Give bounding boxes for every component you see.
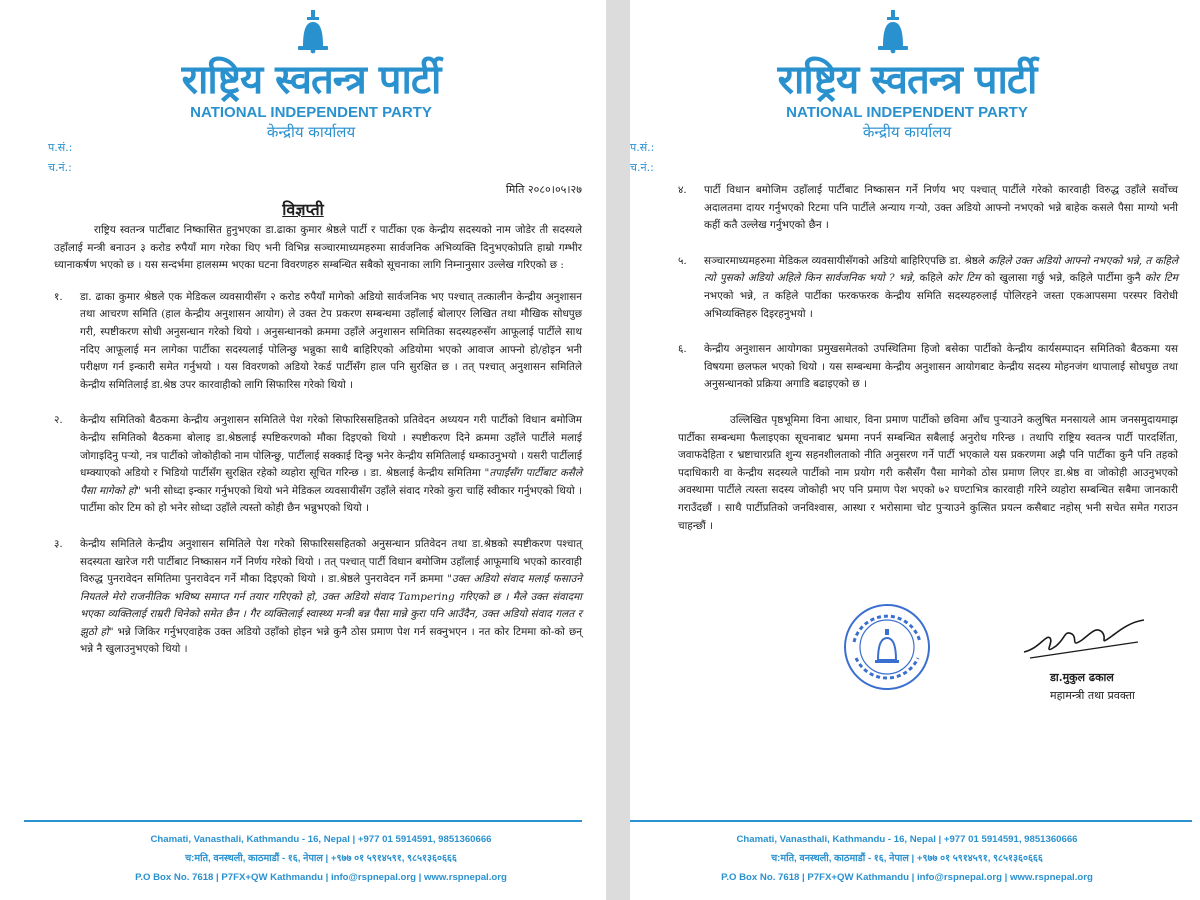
- point-quote: "उक्त अडियो संवाद मलाई फसाउने नियतले मेरो राजनीतिक भविष्य समाप्त गर्न तयार गरिएको हो, उक्त अडियो संवाद Tampering गरिएको छ । मैले उक्त संवादमा भएका व्यक्तिलाई राम्ररी चिनेको समेत छैन । गैर व्यक्तिलाई स्वास्थ्य मन्त्री बन्न पैसा मान्ने कुरा पनि आउँदैन, उक्त अडियो संवाद गलत र झुठो हो": [80, 573, 582, 638]
- notice-body-part-1: [54, 222, 582, 677]
- point-text-part: कहिले: [915, 272, 948, 285]
- dispatch-number-label: च.नं.:: [48, 161, 72, 174]
- notice-point-1: [54, 289, 582, 395]
- footer-divider: [24, 820, 582, 822]
- footer-contact: P.O Box No. 7618 | P7FX+QW Kathmandu | info@rspnepal.org | www.rspnepal.org: [135, 872, 507, 883]
- point-text: पार्टी विधान बमोजिम उहाँलाई पार्टीबाट निष्कासन गर्ने निर्णय भए पश्चात् पार्टीले गरेको कारवाही विरुद्ध उहाँले सर्वोच्च अदालतमा दायर गर्नुभएको रिटमा पनि पार्टीले अन्याय गऱ्यो, उक्त अडियो आफ्नो नभएको भन्ने बाहेक कसले पैसा माग्यो भनी कहीं कतै उल्लेख गर्नुभएको छैन ।: [704, 184, 1178, 232]
- point-text-part: नभएको भन्ने, त कहिले पार्टीका फरकफरक केन्द्रीय समिति सदस्यहरुलाई पोलिरहने जस्ता एकआपसमा परस्पर विरोधी अभिव्यक्तिहरु दिइरहनुभयो ।: [704, 289, 1178, 320]
- reference-fields: [48, 138, 72, 178]
- footer-address-english: Chamati, Vanasthali, Kathmandu - 16, Nepal | +977 01 5914591, 9851360666: [150, 834, 492, 845]
- notice-page-2: [630, 0, 1200, 900]
- party-name-english: NATIONAL INDEPENDENT PARTY: [190, 104, 432, 121]
- point-text: [80, 412, 582, 518]
- point-quote: कहिले उक्त अडियो आफ्नो नभएको भन्ने, त कहिले त्यो पुसको अडियो अहिले किन सार्वजनिक भयो ? भन्ने,: [704, 254, 1178, 285]
- notice-title: विज्ञप्ती: [282, 200, 324, 219]
- point-quote: "तपाईंसँग पार्टीबाट कसैले पैसा मागेको हो": [80, 467, 582, 497]
- handwritten-signature: [1020, 612, 1150, 664]
- footer-contact: P.O Box No. 7618 | P7FX+QW Kathmandu | info@rspnepal.org | www.rspnepal.org: [721, 872, 1093, 883]
- signatory-name: डा.मुकुल ढकाल: [1050, 671, 1114, 684]
- bell-icon: [876, 10, 910, 54]
- point-text: [80, 536, 582, 659]
- point-text-part: सञ्चारमाध्यमहरुमा मेडिकल व्यवसायीसँगको अडियो बाहिरिएपछि डा. श्रेष्ठले: [704, 254, 989, 267]
- signatory-title: महामन्त्री तथा प्रवक्ता: [1050, 689, 1135, 702]
- point-text-part: केन्द्रीय समितिले केन्द्रीय अनुशासन समितिले पेश गरेको सिफारिससहितको अनुसन्धान प्रतिवेदन तथा डा.श्रेष्ठको स्पष्टीकरण पश्चात् सदस्यता खारेज गरी पार्टीबाट निष्कासन गर्ने निर्णय गरेको थियो । तत् पश्चात् पार्टी विधान बमोजिम उहाँलाई आफूमाथि भएको कारवाही विरुद्ध पुनरावेदन समितिमा पुनरावेदन गर्ने मौका दिइएको थियो । डा.श्रेष्ठले पुनरावेदन गर्ने क्रममा: [80, 537, 582, 586]
- notice-body-part-2: [678, 182, 1178, 549]
- reference-number-label: प.सं.:: [630, 141, 655, 154]
- notice-intro: राष्ट्रिय स्वतन्त्र पार्टीबाट निष्कासित हुनुभएका डा.ढाका कुमार श्रेष्ठले पार्टी र पार्टीका एक केन्द्रीय सदस्यको नाम जोडेर ती सदस्यले उहाँलाई मन्त्री बनाउन ३ करोड रुपैयाँ माग गरेका थिए भनी विभिन्न सञ्चारमाध्यमहरुमा सार्वजनिक अभिव्यक्ति दिनुभएकोप्रति हाम्रो गम्भीर ध्यानाकर्षण भएको छ । यस सन्दर्भमा हालसम्म भएका घटना विवरणहरु सम्बन्धित सबैको सूचनाका लागि निम्नानुसार उल्लेख गरिएको छ :: [54, 224, 582, 272]
- notice-point-4: [678, 182, 1178, 235]
- point-text-part: को खुलासा गर्छु भन्ने, कहिले पार्टीमा कुनै: [980, 272, 1145, 285]
- reference-fields: [630, 138, 654, 178]
- footer-address-english: Chamati, Vanasthali, Kathmandu - 16, Nepal | +977 01 5914591, 9851360666: [736, 834, 1078, 845]
- party-seal-icon: [842, 602, 932, 692]
- point-text: डा. ढाका कुमार श्रेष्ठले एक मेडिकल व्यवसायीसँग २ करोड रुपैयाँ मागेको अडियो सार्वजनिक भए पश्चात् तत्कालीन केन्द्रीय अनुशासन तथा आचरण समिति (हाल केन्द्रीय अनुशासन आयोग) ले उक्त टेप प्रकरण सम्बन्धमा उहाँलाई बोलाएर लिखित तथा मौखिक सोधपुछ गरी, स्पष्टीकरण सोधी अनुसन्धान गरेको थियो । अनुसन्धानको क्रममा उहाँले अनुशासन समितिका सदस्यहरुसँग आफूलाई पार्टीले साथ नदिए आफूलाई मन लागेका पार्टीका सदस्यलाई पोलिन्छु भन्नुका साथै बाहिरिएको अडियोमा भएको आवाज आफ्नो हो/होइन भनी परीक्षण गर्न इन्कारी समेत गर्नुभयो । यस विवरणको अडियो रेकर्ड पार्टीसँग हाल पनि सुरक्षित छ । तत् पश्चात् अनुशासन समितिले केन्द्रीय समितिलाई डा.श्रेष्ठ उपर कारवाहीको लागि सिफारिस गरेको थियो ।: [80, 290, 582, 391]
- party-name-nepali: राष्ट्रिय स्वतन्त्र पार्टी: [181, 57, 441, 103]
- point-number: १.: [54, 290, 63, 303]
- point-text-part: केन्द्रीय समितिको बैठकमा केन्द्रीय अनुशासन समितिले पेश गरेको सिफारिससहितको प्रतिवेदन अध्ययन गरी पार्टीको विधान बमोजिम केन्द्रीय समितिको बैठकमा बोलाइ डा.श्रेष्ठलाई स्पष्टिकरणको मौका दिइएको थियो । स्पष्टीकरण दिने क्रममा उहाँले पार्टीले मलाई जोगाइदिनु पऱ्यो, नत्र पार्टीको जोकोहीको नाम पोलिन्छु, पार्टीलाई सक्काई दिन्छु भनेर केन्द्रीय समितिलाई धम्काउनुभयो । यसरी पार्टीलाई धम्क्याएको अडियो र भिडियो पार्टीसँग सुरक्षित रहेको व्यहोरा सूचित गरिन्छ । डा. श्रेष्ठलाई केन्द्रीय समितिमा: [80, 414, 582, 480]
- point-number: ६.: [678, 343, 687, 356]
- notice-point-2: [54, 412, 582, 518]
- bell-icon: [296, 10, 330, 54]
- dispatch-number-label: च.नं.:: [630, 161, 654, 174]
- point-text: [704, 253, 1178, 323]
- point-text-part: भन्ने जिकिर गर्नुभएवाहेक उक्त अडियो उहाँको होइन भन्ने कुनै ठोस प्रमाण पेश गर्न सक्नुभएन । नत कोर टिममा को-को छन् भन्ने नै खुलाउनुभएको थियो ।: [80, 625, 583, 656]
- notice-closing: उल्लिखित पृष्ठभूमिमा विना आधार, विना प्रमाण पार्टीको छविमा आँच पुऱ्याउने कलुषित मनसायले आम जनसमुदायमाझ पार्टीका सम्बन्धमा फैलाइएका सूचनाबाट भ्रममा नपर्न सम्बन्धित सबैलाई अनुरोध गरिन्छ । तथापि राष्ट्रिय स्वतन्त्र पार्टी पारदर्शिता, जवाफदेहिता र भ्रष्टाचारप्रति शुन्य सहनशीलताको नीति अनुसरण गर्ने पार्टी भएकाले यस प्रकरणमा अझै पनि पार्टीका कुनै पनि तहको पदाधिकारी वा केन्द्रीय सदस्यले पार्टीको नाम प्रयोग गरी कसैसँग पैसा मागेको ठोस प्रमाण लिएर डा.श्रेष्ठ वा जोकोही आउनुभएको अवस्थामा पार्टीले त्यस्ता सदस्य जोकोही भए पनि प्रमाण पेश भएको ७२ घण्टाभित्र कारवाही गरिने व्यहोरा सम्बन्धित सबैमा जानकारी गराउँदछौं । साथै पार्टीप्रतिको जनविश्वास, आस्था र भरोसामा चोट पुऱ्याउने कुत्सित प्रयत्न कसैबाट नहोस् भनी सचेत समेत गराउन चाहन्छौं ।: [678, 413, 1178, 532]
- point-number: ५.: [678, 254, 687, 267]
- page-footer: [630, 830, 1192, 887]
- footer-address-nepali: च:मति, वनस्थली, काठमाडौं - १६, नेपाल | +९७७ ०१ ५९१४५९१, ९८५१३६०६६६: [771, 853, 1043, 864]
- point-number: २.: [54, 414, 63, 427]
- notice-point-3: [54, 536, 582, 659]
- central-office-label: केन्द्रीय कार्यालय: [862, 123, 952, 141]
- point-number: ३.: [54, 537, 63, 550]
- page-footer: [18, 830, 606, 887]
- notice-point-6: [678, 341, 1178, 394]
- point-quote: कोर टिम: [947, 272, 981, 285]
- footer-address-nepali: च:मति, वनस्थली, काठमाडौं - १६, नेपाल | +९७७ ०१ ५९१४५९१, ९८५१३६०६६६: [185, 853, 457, 864]
- point-number: ४.: [678, 184, 687, 196]
- reference-number-label: प.सं.:: [48, 141, 73, 154]
- central-office-label: केन्द्रीय कार्यालय: [266, 123, 356, 141]
- party-name-english: NATIONAL INDEPENDENT PARTY: [786, 104, 1028, 121]
- notice-point-5: [678, 253, 1178, 323]
- notice-date: मिति २०८०।०५।२७: [505, 183, 582, 196]
- point-text: केन्द्रीय अनुशासन आयोगका प्रमुखसमेतको उपस्थितिमा हिजो बसेका पार्टीको केन्द्रीय कार्यसम्पादन समितिको बैठकमा यस विषयमा छलफल भएको थियो । यस सम्बन्धमा केन्द्रीय अनुशासन आयोगबाट केन्द्रीय सदस्य मोहनजंग थापालाई सोधपुछ तथा अनुसन्धानको प्रक्रिया अगाडि बढाइएको छ ।: [704, 343, 1178, 391]
- footer-divider: [630, 820, 1192, 822]
- point-quote: कोर टिम: [1144, 272, 1178, 285]
- page-gap: [606, 0, 630, 900]
- point-text-part: भनी सोध्दा इन्कार गर्नुभएको थियो भने मेडिकल व्यवसायीसँग उहाँले संवाद गरेको कुरा चाहिं स्वीकार गर्नुभएको थियो । पार्टीमा कोर टिम को हो भनेर सोध्दा उहाँले त्यस्तो कोही छैन भन्नुभएको थियो ।: [80, 484, 582, 515]
- party-name-nepali: राष्ट्रिय स्वतन्त्र पार्टी: [777, 57, 1037, 103]
